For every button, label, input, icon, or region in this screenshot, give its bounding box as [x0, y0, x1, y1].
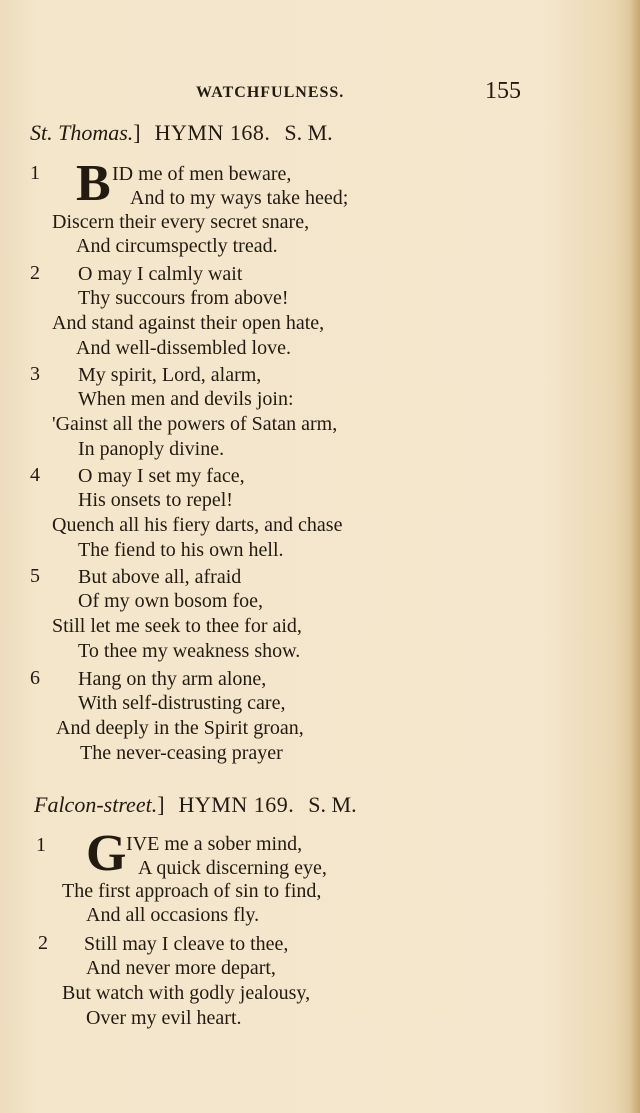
stanza-line: Over my evil heart.: [86, 1007, 242, 1029]
stanza-number: 2: [38, 932, 48, 954]
hymn-169-meter: S. M.: [308, 792, 357, 817]
stanza-line: Discern their every secret snare,: [52, 211, 310, 233]
stanza-line: A quick discerning eye,: [138, 857, 327, 879]
stanza-line: The first approach of sin to find,: [62, 880, 322, 902]
stanza-line: O may I set my face,: [78, 465, 245, 487]
hymn-169-number: HYMN 169.: [178, 792, 295, 817]
stanza-line: Of my own bosom foe,: [78, 590, 263, 612]
stanza-number: 6: [30, 667, 40, 689]
stanza-line: With self-distrusting care,: [78, 692, 286, 714]
stanza-line: ID me of men beware,: [112, 163, 292, 185]
stanza-line: Still may I cleave to thee,: [84, 933, 289, 955]
hymn-168-number: HYMN 168.: [154, 120, 271, 145]
hymn-169-bracket: ]: [157, 792, 165, 817]
stanza-number: 1: [30, 162, 40, 184]
stanza-line: The fiend to his own hell.: [78, 539, 284, 561]
stanza-line: My spirit, Lord, alarm,: [78, 364, 262, 386]
stanza-line: And never more depart,: [86, 957, 276, 979]
stanza-line: Still let me seek to thee for aid,: [52, 615, 302, 637]
stanza-line: IVE me a sober mind,: [126, 833, 303, 855]
stanza-line: But watch with godly jealousy,: [62, 982, 311, 1004]
stanza-number: 3: [30, 363, 40, 385]
stanza-line: 'Gainst all the powers of Satan arm,: [52, 413, 338, 435]
stanza-line: In panoply divine.: [78, 438, 225, 460]
hymn-168-bracket: ]: [133, 120, 141, 145]
stanza-line: Thy succours from above!: [78, 287, 289, 309]
running-head: WATCHFULNESS.: [196, 84, 345, 101]
drop-cap: B: [76, 155, 111, 212]
stanza-line: O may I calmly wait: [78, 263, 243, 285]
stanza-line: And well-dissembled love.: [76, 337, 291, 359]
stanza-line: When men and devils join:: [78, 388, 294, 410]
page-edge: [630, 0, 640, 1113]
stanza-line: And circumspectly tread.: [76, 235, 278, 257]
hymn-169-heading: [34, 792, 357, 818]
drop-cap: G: [86, 825, 127, 882]
stanza-line: And to my ways take heed;: [130, 187, 349, 209]
stanza-number: 1: [36, 834, 46, 856]
page-number: 155: [485, 78, 521, 104]
stanza-number: 5: [30, 565, 40, 587]
stanza-number: 2: [30, 262, 40, 284]
stanza-line: But above all, afraid: [78, 566, 242, 588]
hymn-168-heading: [30, 120, 333, 146]
hymn-168-tune: St. Thomas.: [30, 120, 134, 145]
stanza-line: Hang on thy arm alone,: [78, 668, 267, 690]
stanza-line: His onsets to repel!: [78, 489, 233, 511]
stanza-line: Quench all his fiery darts, and chase: [52, 514, 343, 536]
stanza-line: The never-ceasing prayer: [80, 742, 283, 764]
stanza-line: And stand against their open hate,: [52, 312, 325, 334]
hymn-168-meter: S. M.: [284, 120, 333, 145]
hymn-169-tune: Falcon-street.: [34, 792, 158, 817]
stanza-line: And all occasions fly.: [86, 904, 260, 926]
stanza-line: And deeply in the Spirit groan,: [56, 717, 304, 739]
stanza-number: 4: [30, 464, 40, 486]
stanza-line: To thee my weakness show.: [78, 640, 301, 662]
